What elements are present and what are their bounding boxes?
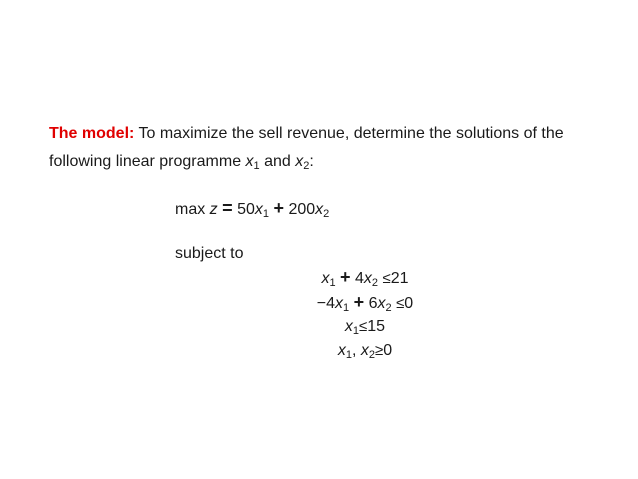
c2-x2: x	[377, 294, 386, 312]
c1-coef: 4	[355, 270, 364, 287]
obj-x2: x	[315, 201, 324, 218]
coef-2: 200	[288, 201, 316, 218]
subject-to-label: subject to	[175, 245, 244, 262]
c2-x2-sub: 2	[385, 301, 392, 314]
c3-relation: ≤	[359, 318, 368, 335]
c2-coef-a: −4	[316, 294, 336, 312]
c3-rhs: 15	[367, 318, 386, 335]
var-x1-subscript: 1	[253, 160, 260, 172]
c4-x2-sub: 2	[368, 348, 375, 361]
obj-x1-subscript: 1	[262, 208, 270, 220]
c4-x1-sub: 1	[345, 348, 352, 361]
c1-x1: x	[321, 270, 330, 287]
model-label: The model:	[49, 125, 135, 142]
var-x2-subscript: 2	[303, 160, 310, 172]
constraint-4	[290, 339, 440, 363]
constraint-3	[290, 315, 440, 339]
c2-relation: ≤	[396, 294, 405, 312]
constraint-1	[290, 266, 440, 291]
c4-rhs: 0	[383, 341, 393, 359]
equals-sign: =	[222, 198, 233, 218]
constraint-2	[290, 291, 440, 316]
objective-var: z	[209, 201, 218, 218]
objective-function	[175, 196, 329, 222]
c3-x1-sub: 1	[352, 325, 360, 337]
max-keyword: max	[175, 201, 210, 218]
c1-plus: +	[340, 267, 351, 287]
obj-x2-subscript: 2	[323, 208, 330, 220]
var-x2: x	[295, 153, 304, 170]
c1-relation: ≤	[382, 270, 391, 287]
constraints	[290, 266, 440, 362]
description-text: To maximize the sell revenue, determine the solutions of the following linear programme	[49, 125, 564, 170]
c4-relation: ≥	[375, 341, 384, 359]
c2-rhs: 0	[404, 294, 414, 312]
c2-coef-b: 6	[368, 294, 378, 312]
plus-sign: +	[273, 198, 284, 218]
c1-x2: x	[363, 270, 372, 287]
c2-plus: +	[353, 291, 365, 312]
colon: :	[309, 153, 314, 170]
c4-x1: x	[337, 341, 346, 359]
c2-x1: x	[335, 294, 344, 312]
obj-x1: x	[254, 201, 263, 218]
c1-x2-sub: 2	[371, 277, 379, 289]
c1-x1-sub: 1	[329, 277, 336, 289]
model-description	[49, 120, 609, 176]
c4-separator: ,	[351, 341, 361, 359]
c2-x1-sub: 1	[343, 301, 350, 314]
c4-x2: x	[360, 341, 369, 359]
var-x1: x	[245, 153, 254, 170]
coef-1: 50	[237, 201, 255, 218]
c1-rhs: 21	[390, 270, 409, 287]
conjunction: and	[259, 153, 296, 170]
c3-x1: x	[344, 318, 353, 335]
